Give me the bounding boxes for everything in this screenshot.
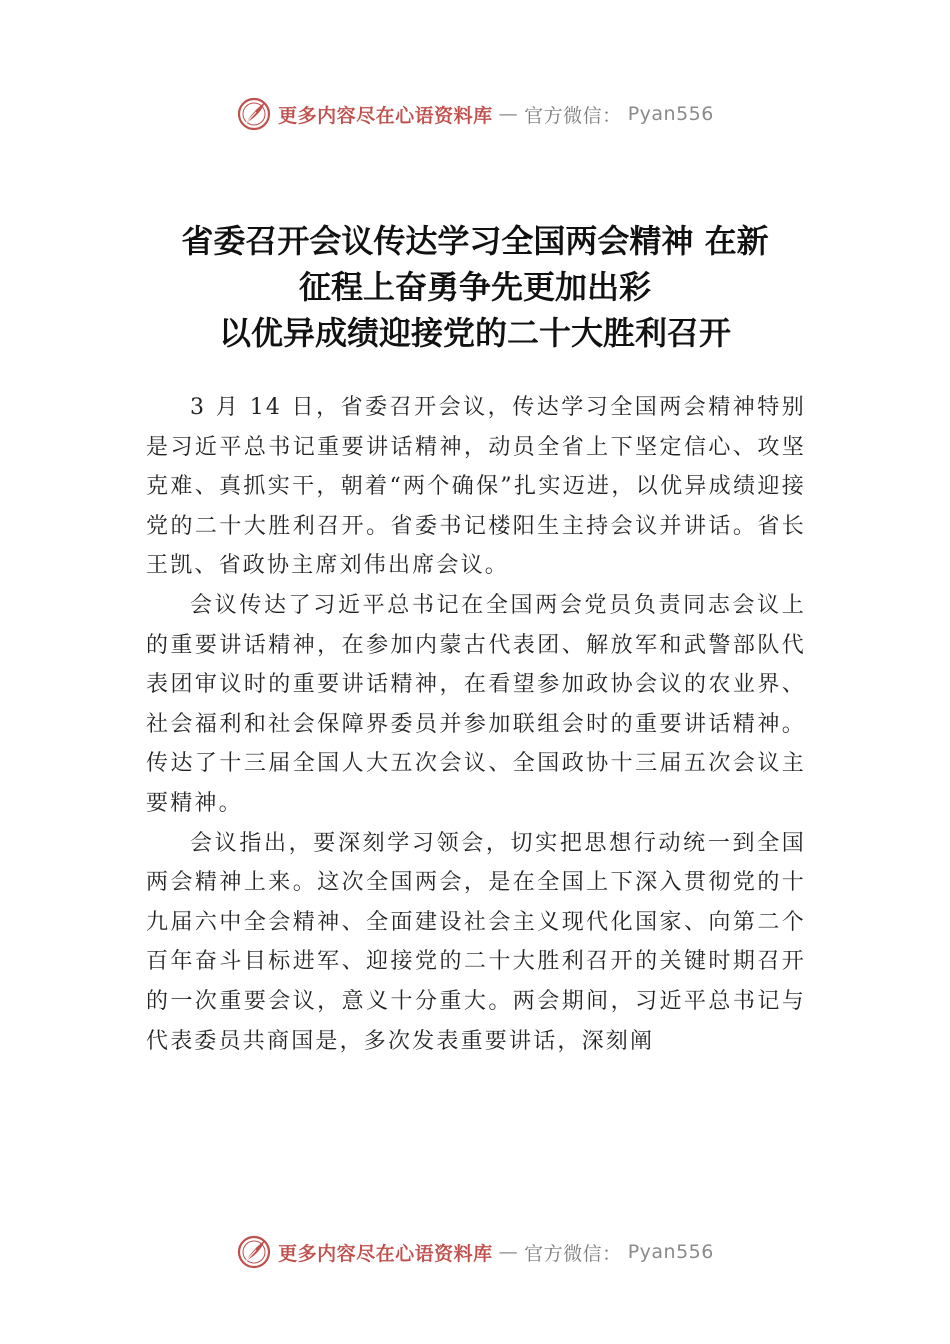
banner-dash: —: [498, 1241, 519, 1263]
article-title: [100, 218, 850, 356]
banner-main-text: 更多内容尽在心语资料库: [278, 104, 493, 127]
banner-wechat-id: Pyan556: [627, 103, 714, 125]
header-banner: [0, 94, 950, 134]
banner-wechat-label: 官方微信：: [524, 1242, 622, 1265]
quill-logo-icon: [236, 1234, 272, 1270]
paragraph-1: 3 月 14 日，省委召开会议，传达学习全国两会精神特别是习近平总书记重要讲话精神，动员全省上下坚定信心、攻坚克难、真抓实干，朝着“两个确保”扎实迈进，以优异成绩迎接党的二十大胜利召开。省委书记楼阳生主持会议并讲话。省长王凯、省政协主席刘伟出席会议。: [146, 395, 806, 579]
title-line-2: 征程上奋勇争先更加出彩: [298, 268, 651, 306]
banner-dash: —: [498, 103, 519, 125]
paragraph-2: 会议传达了习近平总书记在全国两会党员负责同志会议上的重要讲话精神，在参加内蒙古代表团、解放军和武警部队代表团审议时的重要讲话精神，在看望参加政协会议的农业界、社会福利和社会保障界委员并参加联组会时的重要讲话精神。传达了十三届全国人大五次会议、全国政协十三届五次会议主要精神。: [146, 592, 806, 816]
banner-wechat-id: Pyan556: [627, 1241, 714, 1263]
title-line-1: 省委召开会议传达学习全国两会精神 在新: [181, 222, 769, 260]
quill-logo-icon: [236, 96, 272, 132]
banner-wechat-label: 官方微信：: [524, 104, 622, 127]
paragraph-3: 会议指出，要深刻学习领会，切实把思想行动统一到全国两会精神上来。这次全国两会，是在全国上下深入贯彻党的十九届六中全会精神、全面建设社会主义现代化国家、向第二个百年奋斗目标进军、迎接党的二十大胜利召开的关键时期召开的一次重要会议，意义十分重大。两会期间，习近平总书记与代表委员共商国是，多次发表重要讲话，深刻阐: [146, 830, 806, 1054]
footer-banner: [0, 1232, 950, 1272]
banner-main-text: 更多内容尽在心语资料库: [278, 1242, 493, 1265]
article-body: [146, 388, 806, 1061]
title-line-3: 以优异成绩迎接党的二十大胜利召开: [218, 314, 731, 352]
